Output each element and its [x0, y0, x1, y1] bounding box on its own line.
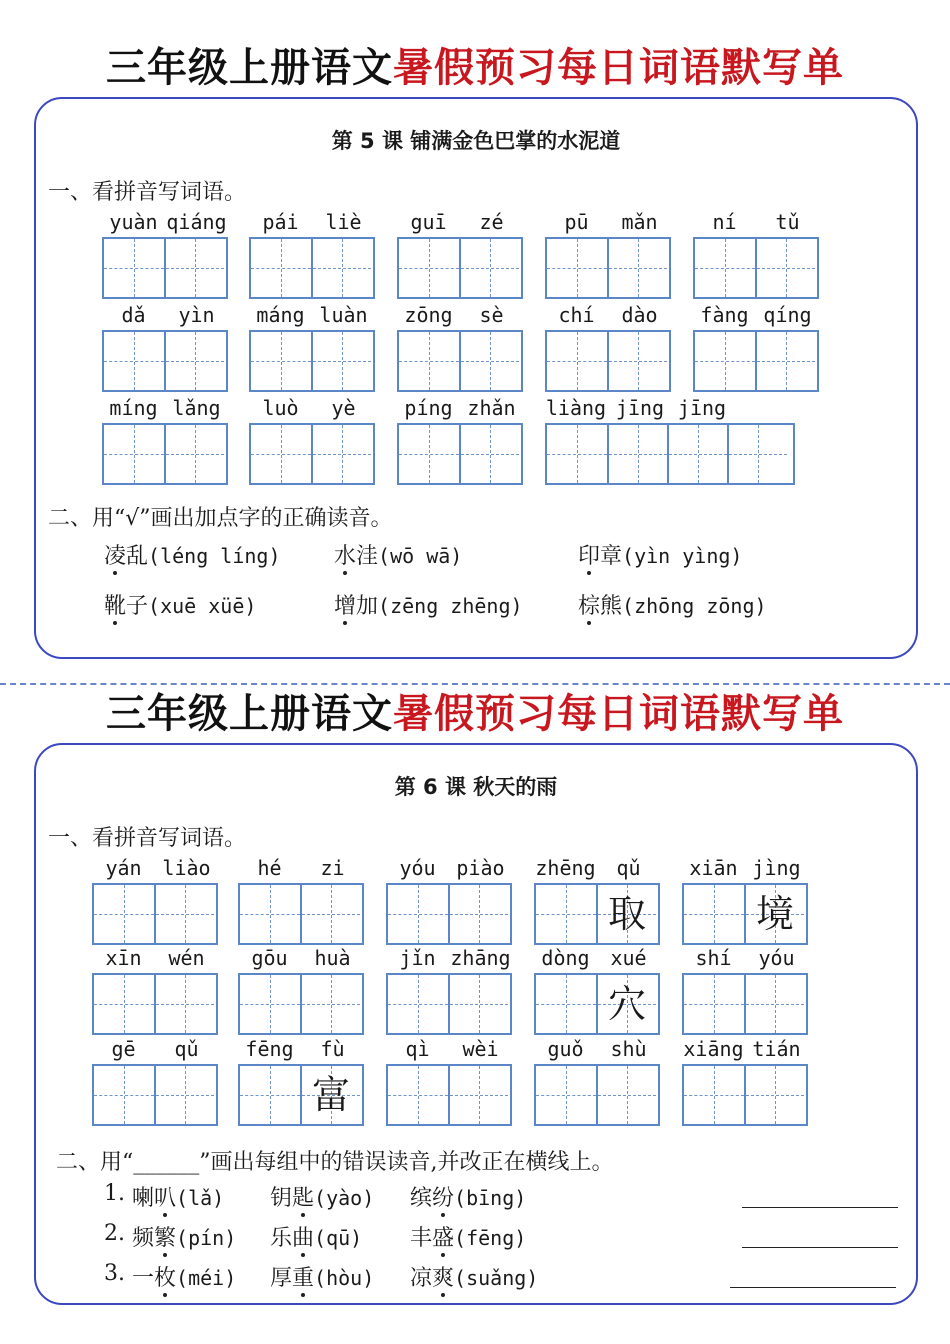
word-item: [386, 853, 512, 945]
writing-grid: [693, 237, 819, 299]
pinyin-label: [92, 1034, 218, 1064]
answer-line[interactable]: [742, 1247, 898, 1248]
writing-cell[interactable]: [547, 425, 607, 483]
pinyin-syllable: gē: [111, 1037, 136, 1061]
pinyin-syllable: dǎ: [121, 303, 146, 327]
writing-grid: [386, 973, 512, 1035]
word-item: [693, 300, 819, 392]
pinyin-label: [238, 853, 364, 883]
character: 凉: [410, 1266, 433, 1291]
pinyin-syllable: pū: [564, 210, 589, 234]
sheet-divider: [0, 683, 950, 685]
pinyin-syllable: zhāng: [450, 946, 511, 970]
reading-item: [270, 1261, 374, 1292]
given-character: 富: [311, 1073, 350, 1117]
writing-grid: [534, 883, 660, 945]
sheet2-lesson-title: 第 6 课 秋天的雨: [394, 775, 558, 799]
writing-grid: [534, 973, 660, 1035]
writing-cell[interactable]: [154, 975, 214, 1033]
writing-cell[interactable]: [448, 885, 508, 943]
reading-item: [410, 1181, 526, 1212]
writing-grid: [102, 237, 228, 299]
pinyin-label: [682, 853, 808, 883]
word-item: [386, 1034, 512, 1126]
writing-cell[interactable]: [94, 1066, 154, 1124]
character: 喇: [132, 1186, 155, 1211]
writing-cell[interactable]: [311, 239, 371, 297]
writing-grid: [102, 423, 228, 485]
writing-cell[interactable]: [240, 885, 300, 943]
reading-item: [410, 1261, 538, 1292]
writing-cell[interactable]: [164, 239, 224, 297]
writing-cell[interactable]: [727, 425, 787, 483]
pinyin-options[interactable]: (zhōng zōng): [622, 594, 767, 618]
pinyin-syllable: dòng: [541, 946, 590, 970]
word-item: [397, 207, 523, 299]
writing-cell[interactable]: [536, 975, 596, 1033]
pinyin-syllable: zōng: [404, 303, 453, 327]
writing-grid: [545, 237, 671, 299]
pinyin-syllable: tián: [752, 1037, 801, 1061]
character: 加: [356, 594, 379, 619]
pinyin-syllable: tǔ: [775, 210, 800, 234]
sheet1-title: [0, 44, 950, 92]
sheet2-section2-heading: 二、用“______”画出每组中的错误读音,并改正在横线上。: [56, 1150, 614, 1175]
writing-grid: [238, 883, 364, 945]
word-item: [92, 853, 218, 945]
writing-grid: [545, 423, 795, 485]
word-item: [386, 943, 512, 1035]
pinyin-label: [545, 393, 795, 423]
reading-choice: [578, 589, 767, 620]
pinyin-label: [397, 393, 523, 423]
writing-grid: [534, 1064, 660, 1126]
pinyin-syllable: qíng: [763, 303, 812, 327]
writing-grid: [682, 973, 808, 1035]
word-item: [682, 943, 808, 1035]
writing-cell[interactable]: [547, 332, 607, 390]
pinyin-label: [534, 1034, 660, 1064]
pinyin-syllable: fàng: [700, 303, 749, 327]
sheet2-section1-heading: 一、看拼音写词语。: [48, 826, 247, 851]
writing-cell[interactable]: [300, 975, 360, 1033]
pinyin-label: [545, 207, 671, 237]
pinyin-syllable: fēng: [245, 1037, 294, 1061]
pinyin-syllable: chí: [558, 303, 595, 327]
dotted-character: 繁: [154, 1226, 177, 1251]
writing-cell[interactable]: [744, 885, 804, 943]
writing-grid: [397, 237, 523, 299]
writing-grid: [397, 423, 523, 485]
pinyin-syllable: lǎng: [172, 396, 221, 420]
pinyin-reading[interactable]: (pín): [176, 1226, 237, 1250]
word-item: [397, 393, 523, 485]
word-item: [545, 300, 671, 392]
pinyin-syllable: mǎn: [621, 210, 658, 234]
pinyin-syllable: xué: [610, 946, 647, 970]
pinyin-syllable: hé: [257, 856, 282, 880]
pinyin-syllable: yìn: [178, 303, 215, 327]
sheet1-section1-heading: 一、看拼音写词语。: [48, 180, 247, 205]
pinyin-label: [534, 943, 660, 973]
character: 子: [126, 594, 149, 619]
writing-cell[interactable]: [388, 1066, 448, 1124]
pinyin-syllable: xiān: [689, 856, 738, 880]
writing-grid: [693, 330, 819, 392]
character: 丰: [410, 1226, 433, 1251]
writing-grid: [249, 237, 375, 299]
word-item: [249, 393, 375, 485]
writing-cell[interactable]: [667, 425, 727, 483]
writing-grid: [545, 330, 671, 392]
dotted-character: 叭: [154, 1186, 177, 1211]
writing-cell[interactable]: [164, 332, 224, 390]
writing-grid: [249, 330, 375, 392]
word-item: [249, 207, 375, 299]
question-number: 2.: [104, 1221, 125, 1246]
writing-cell[interactable]: [695, 239, 755, 297]
pinyin-label: [102, 207, 228, 237]
writing-cell[interactable]: [596, 885, 656, 943]
sheet2-title: [0, 690, 950, 738]
pinyin-syllable: jīng: [615, 396, 665, 420]
answer-line[interactable]: [742, 1207, 898, 1208]
writing-cell[interactable]: [240, 975, 300, 1033]
writing-cell[interactable]: [300, 1066, 360, 1124]
reading-choice: [578, 539, 742, 570]
word-item: [238, 943, 364, 1035]
dotted-character: 重: [292, 1266, 315, 1291]
pinyin-label: [249, 300, 375, 330]
pinyin-syllable: xiāng: [683, 1037, 744, 1061]
pinyin-label: [682, 1034, 808, 1064]
character: 缤: [410, 1186, 433, 1211]
reading-item: [270, 1181, 374, 1212]
reading-item: [270, 1221, 362, 1252]
pinyin-syllable: zhēng: [535, 856, 596, 880]
dotted-character: 凌: [104, 544, 127, 569]
dotted-character: 纷: [432, 1186, 455, 1211]
answer-line[interactable]: [730, 1287, 896, 1288]
pinyin-syllable: liàng: [545, 396, 607, 420]
pinyin-syllable: zhǎn: [467, 396, 516, 420]
word-item: [102, 300, 228, 392]
word-item: [545, 207, 671, 299]
sheet2-card: [34, 743, 918, 1305]
writing-cell[interactable]: [547, 239, 607, 297]
pinyin-label: [386, 853, 512, 883]
reading-item: [132, 1261, 236, 1292]
writing-cell[interactable]: [388, 885, 448, 943]
pinyin-syllable: qǔ: [616, 856, 641, 880]
pinyin-syllable: máng: [256, 303, 305, 327]
sheet1-lesson-title: 第 5 课 铺满金色巴掌的水泥道: [331, 129, 621, 153]
pinyin-syllable: guǒ: [547, 1037, 584, 1061]
pinyin-syllable: yè: [331, 396, 356, 420]
pinyin-options[interactable]: (wō wā): [378, 544, 463, 568]
pinyin-syllable: luàn: [319, 303, 368, 327]
writing-cell[interactable]: [596, 975, 656, 1033]
writing-grid: [92, 973, 218, 1035]
writing-cell[interactable]: [399, 239, 459, 297]
pinyin-label: [386, 943, 512, 973]
pinyin-label: [102, 393, 228, 423]
pinyin-label: [249, 393, 375, 423]
pinyin-reading[interactable]: (suǎng): [454, 1266, 539, 1290]
character: 乱: [126, 544, 149, 569]
word-item: [102, 393, 228, 485]
pinyin-label: [92, 943, 218, 973]
word-item: [92, 943, 218, 1035]
dotted-character: 靴: [104, 594, 127, 619]
word-item: [92, 1034, 218, 1126]
reading-choice: [334, 539, 462, 570]
pinyin-label: [102, 300, 228, 330]
sheet1-card: [34, 97, 918, 659]
writing-grid: [682, 883, 808, 945]
dotted-character: 盛: [432, 1226, 455, 1251]
writing-grid: [386, 1064, 512, 1126]
writing-cell[interactable]: [399, 332, 459, 390]
pinyin-syllable: yuàn: [109, 210, 158, 234]
pinyin-syllable: zé: [479, 210, 504, 234]
pinyin-reading[interactable]: (yào): [314, 1186, 375, 1210]
writing-cell[interactable]: [536, 1066, 596, 1124]
pinyin-label: [397, 207, 523, 237]
writing-cell[interactable]: [251, 332, 311, 390]
word-item: [534, 1034, 660, 1126]
writing-grid: [249, 423, 375, 485]
writing-grid: [92, 1064, 218, 1126]
word-item: [534, 853, 660, 945]
character: 熊: [600, 594, 623, 619]
word-item: [682, 1034, 808, 1126]
word-item: [682, 853, 808, 945]
pinyin-syllable: shù: [610, 1037, 647, 1061]
writing-cell[interactable]: [154, 1066, 214, 1124]
pinyin-options[interactable]: (léng líng): [148, 544, 281, 568]
dotted-character: 匙: [292, 1186, 315, 1211]
writing-grid: [386, 883, 512, 945]
pinyin-syllable: dào: [621, 303, 658, 327]
pinyin-syllable: sè: [479, 303, 504, 327]
pinyin-syllable: liào: [162, 856, 211, 880]
pinyin-syllable: luò: [262, 396, 299, 420]
sheet2-title-topic: 暑假预习每日词语默写单: [393, 691, 844, 737]
pinyin-syllable: qì: [405, 1037, 430, 1061]
pinyin-syllable: guī: [410, 210, 447, 234]
writing-cell[interactable]: [744, 1066, 804, 1124]
pinyin-label: [249, 207, 375, 237]
word-item: [238, 853, 364, 945]
pinyin-syllable: huà: [314, 946, 351, 970]
pinyin-syllable: qiáng: [166, 210, 227, 234]
writing-cell[interactable]: [311, 332, 371, 390]
writing-cell[interactable]: [607, 425, 667, 483]
pinyin-reading[interactable]: (bīng): [454, 1186, 527, 1210]
writing-grid: [238, 1064, 364, 1126]
word-item: [693, 207, 819, 299]
pinyin-options[interactable]: (yìn yìng): [622, 544, 743, 568]
writing-cell[interactable]: [755, 239, 815, 297]
writing-cell[interactable]: [94, 885, 154, 943]
pinyin-label: [397, 300, 523, 330]
character: 洼: [356, 544, 379, 569]
writing-cell[interactable]: [104, 332, 164, 390]
pinyin-syllable: yóu: [399, 856, 436, 880]
sheet2-title-grade: 三年级上册语文: [106, 691, 393, 737]
pinyin-syllable: pái: [262, 210, 299, 234]
writing-cell[interactable]: [311, 425, 371, 483]
dotted-character: 曲: [292, 1226, 315, 1251]
word-item: [397, 300, 523, 392]
pinyin-syllable: zi: [320, 856, 345, 880]
writing-cell[interactable]: [684, 885, 744, 943]
dotted-character: 枚: [154, 1266, 177, 1291]
writing-grid: [238, 973, 364, 1035]
pinyin-syllable: jīng: [677, 396, 727, 420]
pinyin-syllable: gōu: [251, 946, 288, 970]
pinyin-label: [238, 1034, 364, 1064]
pinyin-options[interactable]: (xuē xüē): [148, 594, 257, 618]
pinyin-reading[interactable]: (fēng): [454, 1226, 527, 1250]
pinyin-syllable: jǐn: [399, 946, 436, 970]
writing-cell[interactable]: [459, 332, 519, 390]
pinyin-reading[interactable]: (qū): [314, 1226, 363, 1250]
pinyin-label: [534, 853, 660, 883]
writing-cell[interactable]: [607, 332, 667, 390]
pinyin-syllable: míng: [109, 396, 158, 420]
writing-cell[interactable]: [684, 975, 744, 1033]
writing-cell[interactable]: [536, 885, 596, 943]
writing-cell[interactable]: [251, 425, 311, 483]
pinyin-options[interactable]: (zēng zhēng): [378, 594, 523, 618]
character: 乐: [270, 1226, 293, 1251]
writing-cell[interactable]: [164, 425, 224, 483]
pinyin-syllable: jìng: [752, 856, 801, 880]
pinyin-syllable: ní: [712, 210, 737, 234]
writing-grid: [92, 883, 218, 945]
pinyin-label: [386, 1034, 512, 1064]
pinyin-syllable: piào: [456, 856, 505, 880]
reading-item: [132, 1221, 236, 1252]
pinyin-reading[interactable]: (méi): [176, 1266, 237, 1290]
writing-grid: [397, 330, 523, 392]
character: 一: [132, 1266, 155, 1291]
dotted-character: 爽: [432, 1266, 455, 1291]
word-item: [545, 393, 795, 485]
character: 频: [132, 1226, 155, 1251]
writing-cell[interactable]: [459, 425, 519, 483]
word-item: [102, 207, 228, 299]
pinyin-syllable: yóu: [758, 946, 795, 970]
pinyin-syllable: qǔ: [174, 1037, 199, 1061]
given-character: 取: [607, 892, 646, 936]
reading-item: [410, 1221, 526, 1252]
reading-choice: [104, 589, 256, 620]
dotted-character: 水: [334, 544, 357, 569]
pinyin-label: [545, 300, 671, 330]
pinyin-reading[interactable]: (hòu): [314, 1266, 375, 1290]
reading-choice: [104, 539, 280, 570]
word-item: [534, 943, 660, 1035]
writing-cell[interactable]: [459, 239, 519, 297]
pinyin-syllable: wén: [168, 946, 205, 970]
writing-cell[interactable]: [94, 975, 154, 1033]
writing-cell[interactable]: [300, 885, 360, 943]
pinyin-label: [92, 853, 218, 883]
writing-grid: [682, 1064, 808, 1126]
question-number: 1.: [104, 1181, 125, 1206]
writing-cell[interactable]: [251, 239, 311, 297]
sheet1-section2-heading: 二、用“√”画出加点字的正确读音。: [48, 506, 393, 531]
writing-cell[interactable]: [399, 425, 459, 483]
given-character: 穴: [607, 982, 646, 1026]
pinyin-label: [238, 943, 364, 973]
writing-cell[interactable]: [744, 975, 804, 1033]
pinyin-syllable: xīn: [105, 946, 142, 970]
writing-cell[interactable]: [695, 332, 755, 390]
writing-cell[interactable]: [596, 1066, 656, 1124]
pinyin-syllable: shí: [695, 946, 732, 970]
writing-cell[interactable]: [104, 239, 164, 297]
word-item: [238, 1034, 364, 1126]
dotted-character: 增: [334, 594, 357, 619]
sheet1-title-grade: 三年级上册语文: [106, 45, 393, 91]
pinyin-syllable: liè: [325, 210, 362, 234]
character: 章: [600, 544, 623, 569]
writing-cell[interactable]: [388, 975, 448, 1033]
dotted-character: 印: [578, 544, 601, 569]
writing-cell[interactable]: [154, 885, 214, 943]
pinyin-label: [693, 300, 819, 330]
pinyin-reading[interactable]: (lǎ): [176, 1186, 225, 1210]
character: 厚: [270, 1266, 293, 1291]
pinyin-syllable: píng: [404, 396, 453, 420]
dotted-character: 棕: [578, 594, 601, 619]
reading-item: [132, 1181, 224, 1212]
writing-cell[interactable]: [104, 425, 164, 483]
given-character: 境: [755, 892, 794, 936]
pinyin-label: [693, 207, 819, 237]
pinyin-syllable: yán: [105, 856, 142, 880]
writing-grid: [102, 330, 228, 392]
pinyin-syllable: wèi: [462, 1037, 499, 1061]
writing-cell[interactable]: [684, 1066, 744, 1124]
character: 钥: [270, 1186, 293, 1211]
writing-cell[interactable]: [607, 239, 667, 297]
word-item: [249, 300, 375, 392]
writing-cell[interactable]: [448, 1066, 508, 1124]
question-number: 3.: [104, 1261, 125, 1286]
sheet1-title-topic: 暑假预习每日词语默写单: [393, 45, 844, 91]
writing-cell[interactable]: [240, 1066, 300, 1124]
writing-cell[interactable]: [448, 975, 508, 1033]
pinyin-label: [682, 943, 808, 973]
reading-choice: [334, 589, 523, 620]
writing-cell[interactable]: [755, 332, 815, 390]
pinyin-syllable: fù: [320, 1037, 345, 1061]
